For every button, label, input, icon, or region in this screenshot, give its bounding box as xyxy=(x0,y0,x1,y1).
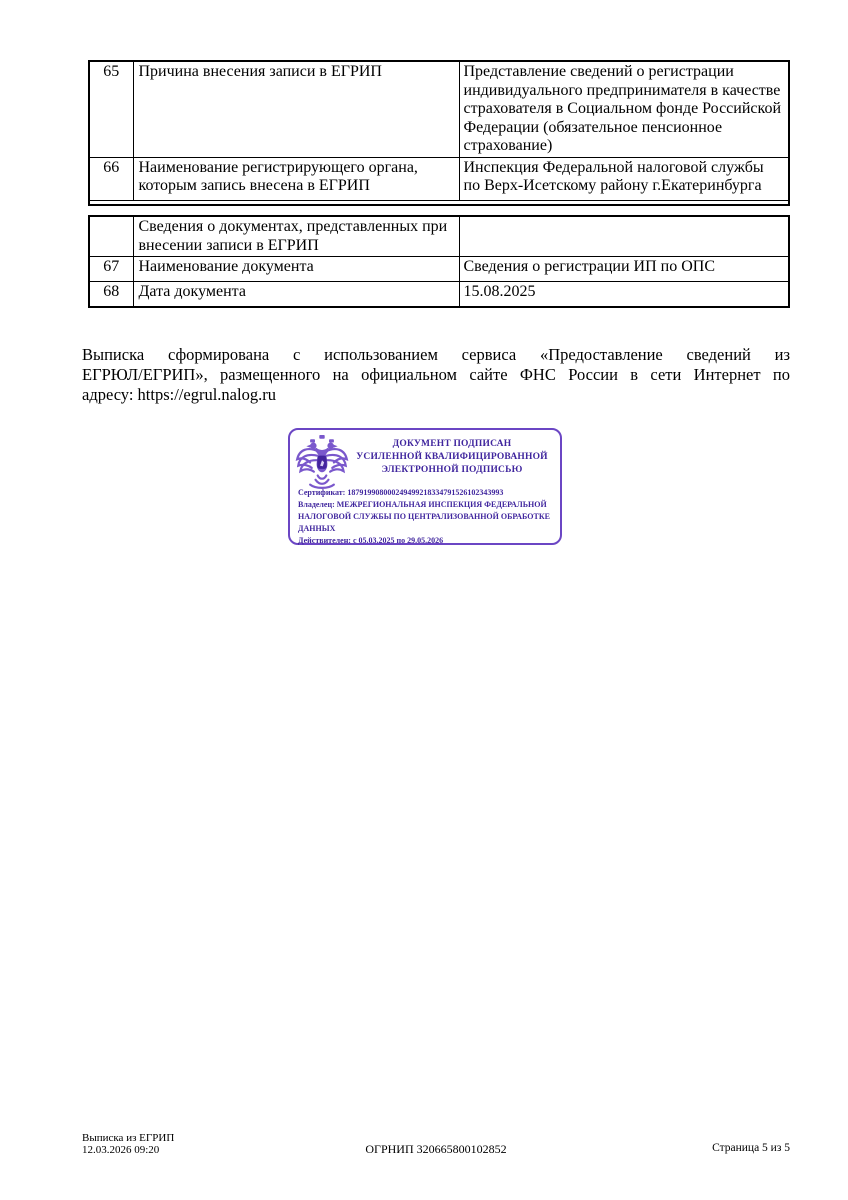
section-header-row xyxy=(89,216,789,257)
footer-doc-type: Выписка из ЕГРИП xyxy=(82,1132,175,1144)
row-number: 66 xyxy=(89,157,133,200)
table-row xyxy=(89,257,789,282)
stamp-title-line: УСИЛЕННОЙ КВАЛИФИЦИРОВАННОЙ xyxy=(356,452,548,462)
row-value: Сведения о регистрации ИП по ОПС xyxy=(459,257,789,282)
row-value: Представление сведений о регистрации индивидуального предпринимателя в качестве страхователя в Социальном фонде Российской Федерации (обязательное пенсионное страхование) xyxy=(459,61,789,157)
coat-of-arms-icon xyxy=(295,434,349,491)
table-row xyxy=(89,61,789,157)
note-line: адресу: https://egrul.nalog.ru xyxy=(82,384,276,404)
stamp-title-line: ЭЛЕКТРОННОЙ ПОДПИСЬЮ xyxy=(381,465,523,475)
note-line: Выписка сформирована с использованием сервиса «Предоставление сведений из xyxy=(82,345,790,364)
signature-stamp xyxy=(288,428,562,545)
stamp-details xyxy=(298,487,554,547)
footer-datetime: 12.03.2026 09:20 xyxy=(82,1143,160,1156)
registry-records-table xyxy=(88,60,790,206)
certificate-value: 187919908000249499218334791526102343993 xyxy=(347,488,504,497)
owner-label: Владелец: xyxy=(298,500,335,509)
stamp-title xyxy=(348,438,556,477)
owner-value: МЕЖРЕГИОНАЛЬНАЯ ИНСПЕКЦИЯ ФЕДЕРАЛЬНОЙ НАЛОГОВОЙ СЛУЖБЫ ПО ЦЕНТРАЛИЗОВАННОЙ ОБРАБОТКЕ ДАННЫХ xyxy=(298,500,550,533)
certificate-label: Сертификат: xyxy=(298,488,346,497)
footer-page-indicator: Страница 5 из 5 xyxy=(712,1142,790,1154)
row-value-empty xyxy=(459,216,789,257)
spacer-cell xyxy=(89,200,789,205)
documents-info-table xyxy=(88,215,790,308)
table-row xyxy=(89,282,789,307)
owner-line xyxy=(298,499,554,535)
row-label: Наименование регистрирующего органа, которым запись внесена в ЕГРИП xyxy=(133,157,459,200)
table-row xyxy=(89,157,789,200)
row-value: Инспекция Федеральной налоговой службы по Верх-Исетскому району г.Екатеринбурга xyxy=(459,157,789,200)
row-label: Дата документа xyxy=(133,282,459,307)
section-title: Сведения о документах, представленных при внесении записи в ЕГРИП xyxy=(133,216,459,257)
row-number-empty xyxy=(89,216,133,257)
row-value: 15.08.2025 xyxy=(459,282,789,307)
validity-label: Действителен: xyxy=(298,536,351,545)
row-label: Причина внесения записи в ЕГРИП xyxy=(133,61,459,157)
note-line: ЕГРЮЛ/ЕГРИП», размещенного на официальном сайте ФНС России в сети Интернет по xyxy=(82,364,790,384)
note-paragraph xyxy=(82,345,790,404)
footer-ogrnip: ОГРНИП 320665800102852 xyxy=(365,1142,507,1156)
empty-spacer-row xyxy=(89,200,789,205)
validity-line xyxy=(298,535,554,547)
row-label: Наименование документа xyxy=(133,257,459,282)
stamp-title-line: ДОКУМЕНТ ПОДПИСАН xyxy=(392,439,512,449)
row-number: 68 xyxy=(89,282,133,307)
row-number: 65 xyxy=(89,61,133,157)
validity-value: с 05.03.2025 по 29.05.2026 xyxy=(352,536,444,545)
certificate-line xyxy=(298,487,554,499)
row-number: 67 xyxy=(89,257,133,282)
